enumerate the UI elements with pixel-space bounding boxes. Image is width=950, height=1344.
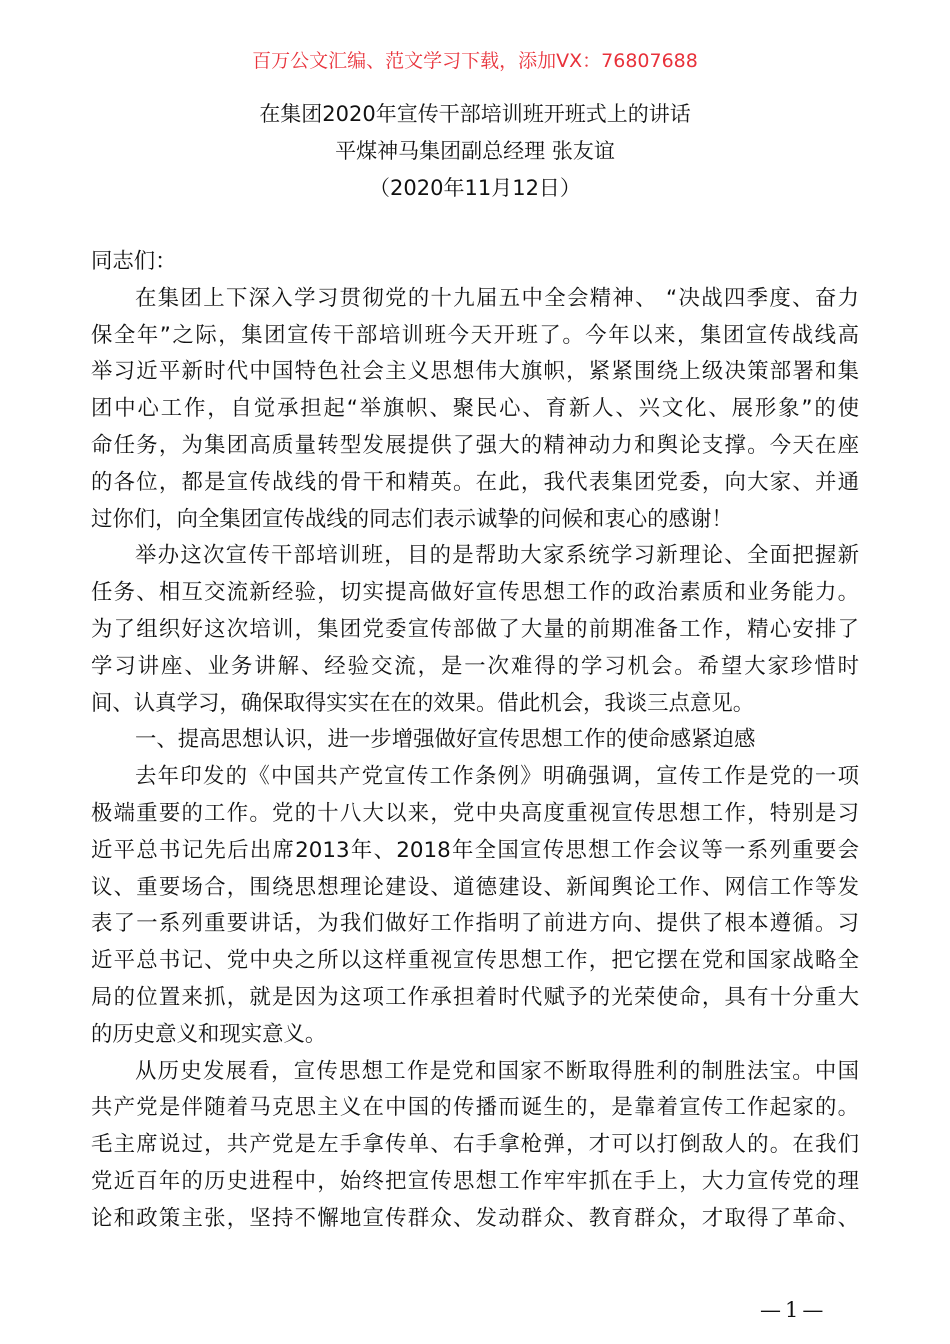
paragraph-line: 极端重要的工作。党的十八大以来，党中央高度重视宣传思想工作，特别是习 [91,800,859,826]
paragraph-line: 表了一系列重要讲话，为我们做好工作指明了前进方向、提供了根本遵循。习 [91,911,859,937]
paragraph-line: 任务、相互交流新经验，切实提高做好宣传思想工作的政治素质和业务能力。 [91,580,859,606]
paragraph-line: 党近百年的历史进程中，始终把宣传思想工作牢牢抓在手上，大力宣传党的理 [91,1168,859,1194]
paragraph-line: 论和政策主张，坚持不懈地宣传群众、发动群众、教育群众，才取得了革命、 [91,1205,859,1231]
paragraph-line: 保全年”之际，集团宣传干部培训班今天开班了。今年以来，集团宣传战线高 [91,322,859,348]
paragraph-line: 毛主席说过，共产党是左手拿传单、右手拿枪弹，才可以打倒敌人的。在我们 [91,1132,859,1158]
paragraph-line: 从历史发展看，宣传思想工作是党和国家不断取得胜利的制胜法宝。中国 [135,1058,859,1084]
document-author: 平煤神马集团副总经理 张友谊 [335,139,615,163]
section-heading: 一、提高思想认识，进一步增强做好宣传思想工作的使命感紧迫感 [135,727,756,753]
paragraph-line: 近平总书记先后出席2013年、2018年全国宣传思想工作会议等一系列重要会 [91,837,859,863]
watermark-banner: 百万公文汇编、范文学习下载，添加VX：76807688 [252,50,698,72]
paragraph-line: 去年印发的《中国共产党宣传工作条例》明确强调，宣传工作是党的一项 [135,764,859,790]
paragraph-line: 的历史意义和现实意义。 [91,1021,327,1047]
page-number: —1— [760,1298,828,1322]
paragraph-line: 举办这次宣传干部培训班，目的是帮助大家系统学习新理论、全面把握新 [135,543,859,569]
paragraph-line: 间、认真学习，确保取得实实在在的效果。借此机会，我谈三点意见。 [91,690,755,716]
paragraph-line: 学习讲座、业务讲解、经验交流，是一次难得的学习机会。希望大家珍惜时 [91,653,859,679]
paragraph-line: 局的位置来抓，就是因为这项工作承担着时代赋予的光荣使命，具有十分重大 [91,984,859,1010]
paragraph-line: 近平总书记、党中央之所以这样重视宣传思想工作，把它摆在党和国家战略全 [91,948,859,974]
document-date: （2020年11月12日） [369,176,581,200]
paragraph-line: 为了组织好这次培训，集团党委宣传部做了大量的前期准备工作，精心安排了 [91,616,859,642]
paragraph-line: 在集团上下深入学习贯彻党的十九届五中全会精神、 “决战四季度、奋力 [135,285,859,311]
paragraph-line: 举习近平新时代中国特色社会主义思想伟大旗帜，紧紧围绕上级决策部署和集 [91,359,859,385]
document-body [91,244,859,1238]
paragraph-line: 命任务，为集团高质量转型发展提供了强大的精神动力和舆论支撑。今天在座 [91,432,859,458]
paragraph-line: 的各位，都是宣传战线的骨干和精英。在此，我代表集团党委，向大家、并通 [91,469,859,495]
document-title: 在集团2020年宣传干部培训班开班式上的讲话 [259,102,691,126]
paragraph-line: 过你们，向全集团宣传战线的同志们表示诚挚的问候和衷心的感谢！ [91,506,733,532]
paragraph-line: 共产党是伴随着马克思主义在中国的传播而诞生的，是靠着宣传工作起家的。 [91,1095,859,1121]
paragraph-line: 团中心工作，自觉承担起“举旗帜、聚民心、育新人、兴文化、展形象”的使 [91,396,859,422]
paragraph-line: 议、重要场合，围绕思想理论建设、道德建设、新闻舆论工作、网信工作等发 [91,874,859,900]
salutation: 同志们： [91,249,177,274]
